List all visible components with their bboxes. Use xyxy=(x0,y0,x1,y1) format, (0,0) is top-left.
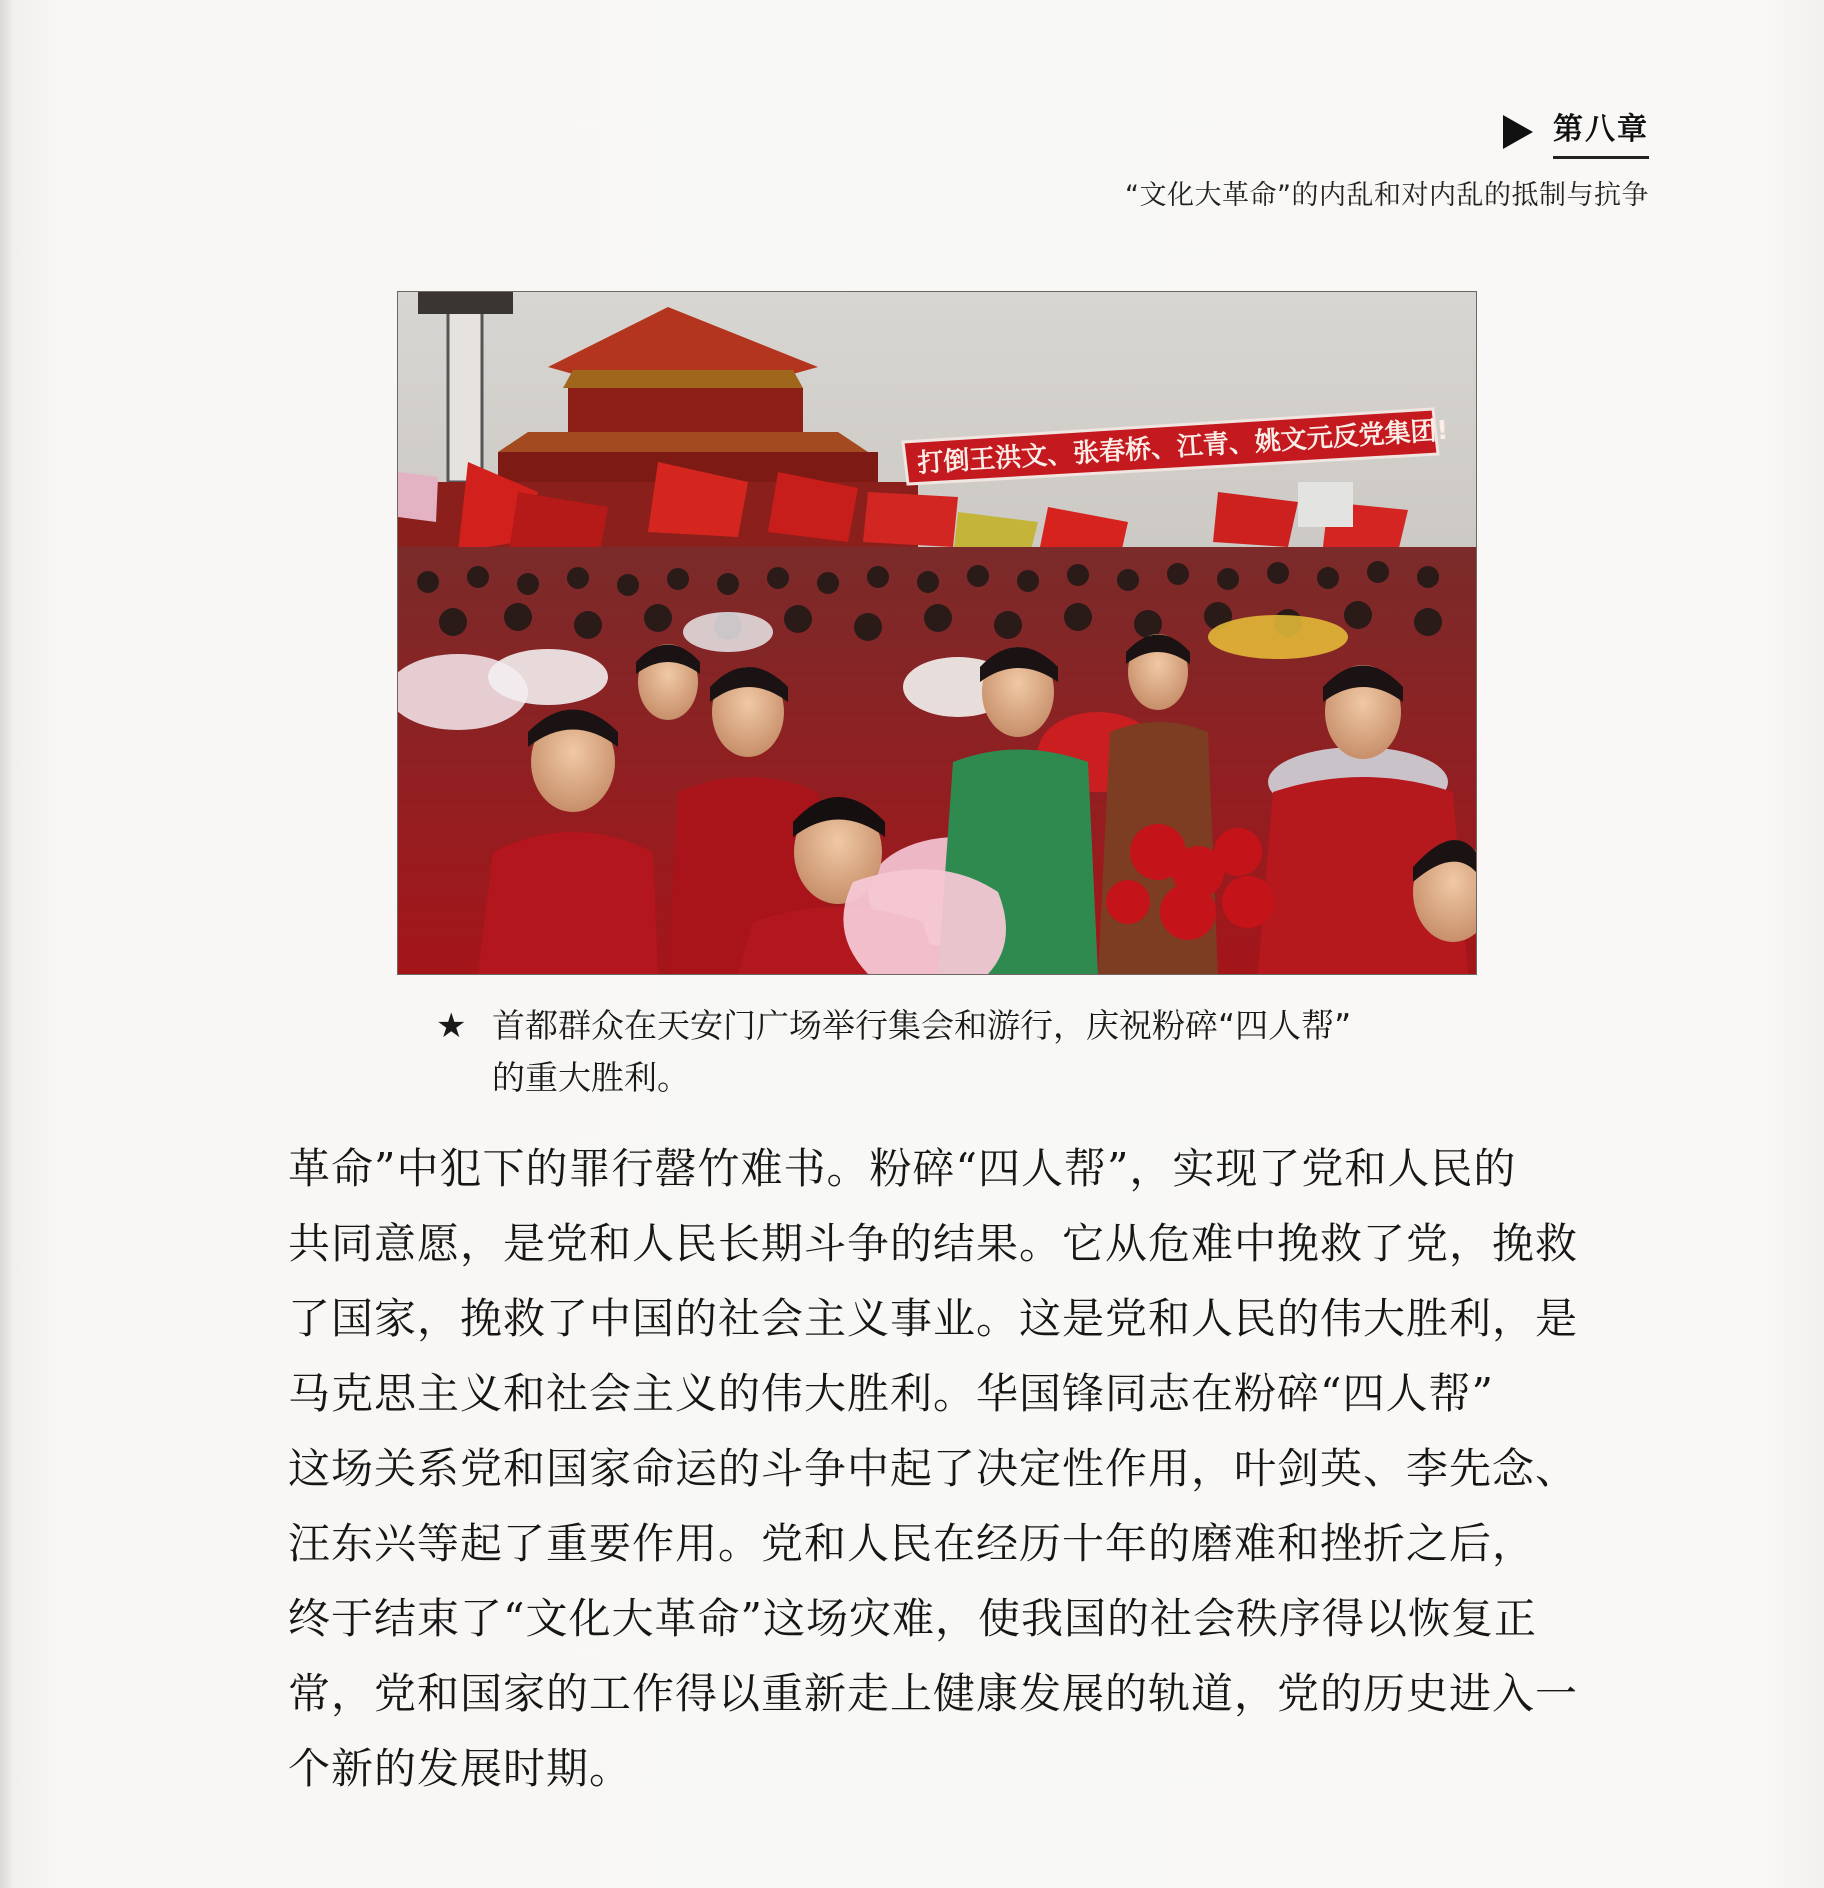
body-line: 了国家，挽救了中国的社会主义事业。这是党和人民的伟大胜利，是 xyxy=(288,1294,1579,1343)
pink-scarf xyxy=(843,869,1006,974)
running-header xyxy=(1503,104,1649,159)
body-line: 汪东兴等起了重要作用。党和人民在经历十年的磨难和挫折之后， xyxy=(288,1519,1536,1568)
chapter-title: 第八章 xyxy=(1553,104,1649,159)
body-line: 马克思主义和社会主义的伟大胜利。华国锋同志在粉碎“四人帮” xyxy=(288,1369,1494,1418)
body-line: 个新的发展时期。 xyxy=(288,1744,633,1793)
caption-line-2: 的重大胜利。 xyxy=(492,1058,690,1097)
body-line: 这场关系党和国家命运的斗争中起了决定性作用，叶剑英、李先念、 xyxy=(288,1444,1579,1493)
page-edge-shadow xyxy=(0,0,14,1888)
star-icon: ★ xyxy=(436,1006,467,1046)
caption-line-1: 首都群众在天安门广场举行集会和游行，庆祝粉碎“四人帮” xyxy=(492,1006,1352,1045)
body-line: 终于结束了“文化大革命”这场灾难，使我国的社会秩序得以恢复正 xyxy=(288,1594,1537,1643)
body-paragraph xyxy=(288,1131,1628,1806)
rally-photo xyxy=(398,292,1476,974)
lamp-top xyxy=(418,292,513,314)
photo-caption xyxy=(436,1000,1456,1104)
chapter-subtitle: “文化大革命”的内乱和对内乱的抵制与抗争 xyxy=(1125,180,1649,211)
play-triangle-icon xyxy=(1503,115,1533,149)
lamp-post xyxy=(448,292,482,482)
body-line: 共同意愿，是党和人民长期斗争的结果。它从危难中挽救了党，挽救 xyxy=(288,1219,1579,1268)
photo-illustration xyxy=(398,292,1476,974)
distant-building xyxy=(1298,482,1353,527)
body-line: 常，党和国家的工作得以重新走上健康发展的轨道，党的历史进入一 xyxy=(288,1669,1579,1718)
banner-text: 打倒王洪文、张春桥、江青、姚文元反党集团! xyxy=(916,415,1450,479)
body-line: 革命”中犯下的罪行罄竹难书。粉碎“四人帮”，实现了党和人民的 xyxy=(288,1144,1517,1193)
